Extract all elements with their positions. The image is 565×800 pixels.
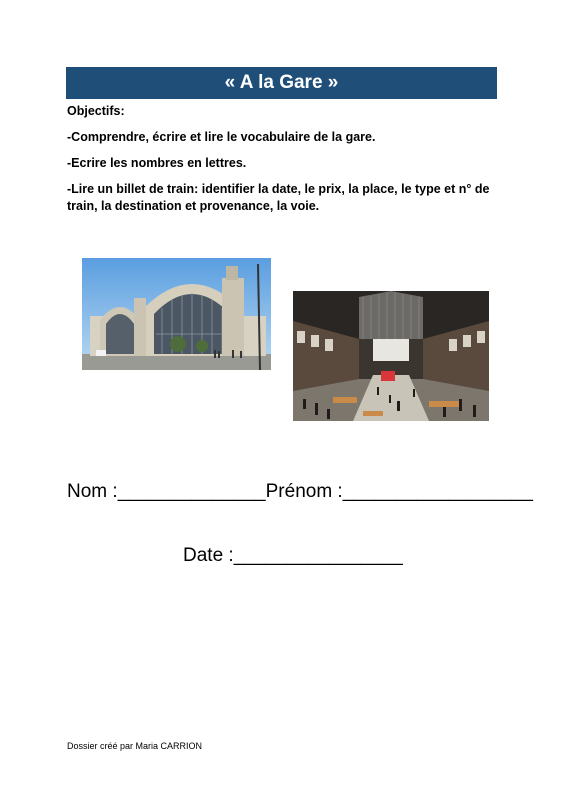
objective-item: -Comprendre, écrire et lire le vocabulaire de la gare. [67,130,376,144]
prenom-input[interactable]: __________________ [342,481,533,502]
page-title: « A la Gare » [66,67,497,99]
date-field-line [183,545,403,567]
objectives-heading: Objectifs: [67,104,125,118]
nom-input[interactable]: ______________ [117,481,266,502]
objective-item: -Ecrire les nombres en lettres. [67,156,247,170]
date-label: Date : [183,545,234,566]
date-input[interactable]: ________________ [233,545,403,566]
station-interior-photo [293,291,489,421]
prenom-label: Prénom : [265,481,343,502]
footer-credit: Dossier créé par Maria CARRION [67,741,203,751]
name-fields-line [67,481,533,503]
objectives-section [67,103,507,224]
station-exterior-photo [82,258,271,370]
nom-label: Nom : [67,481,118,502]
objective-item: -Lire un billet de train: identifier la date, le prix, la place, le type et n° de train, la destination et provenance, la voie. [67,182,490,213]
